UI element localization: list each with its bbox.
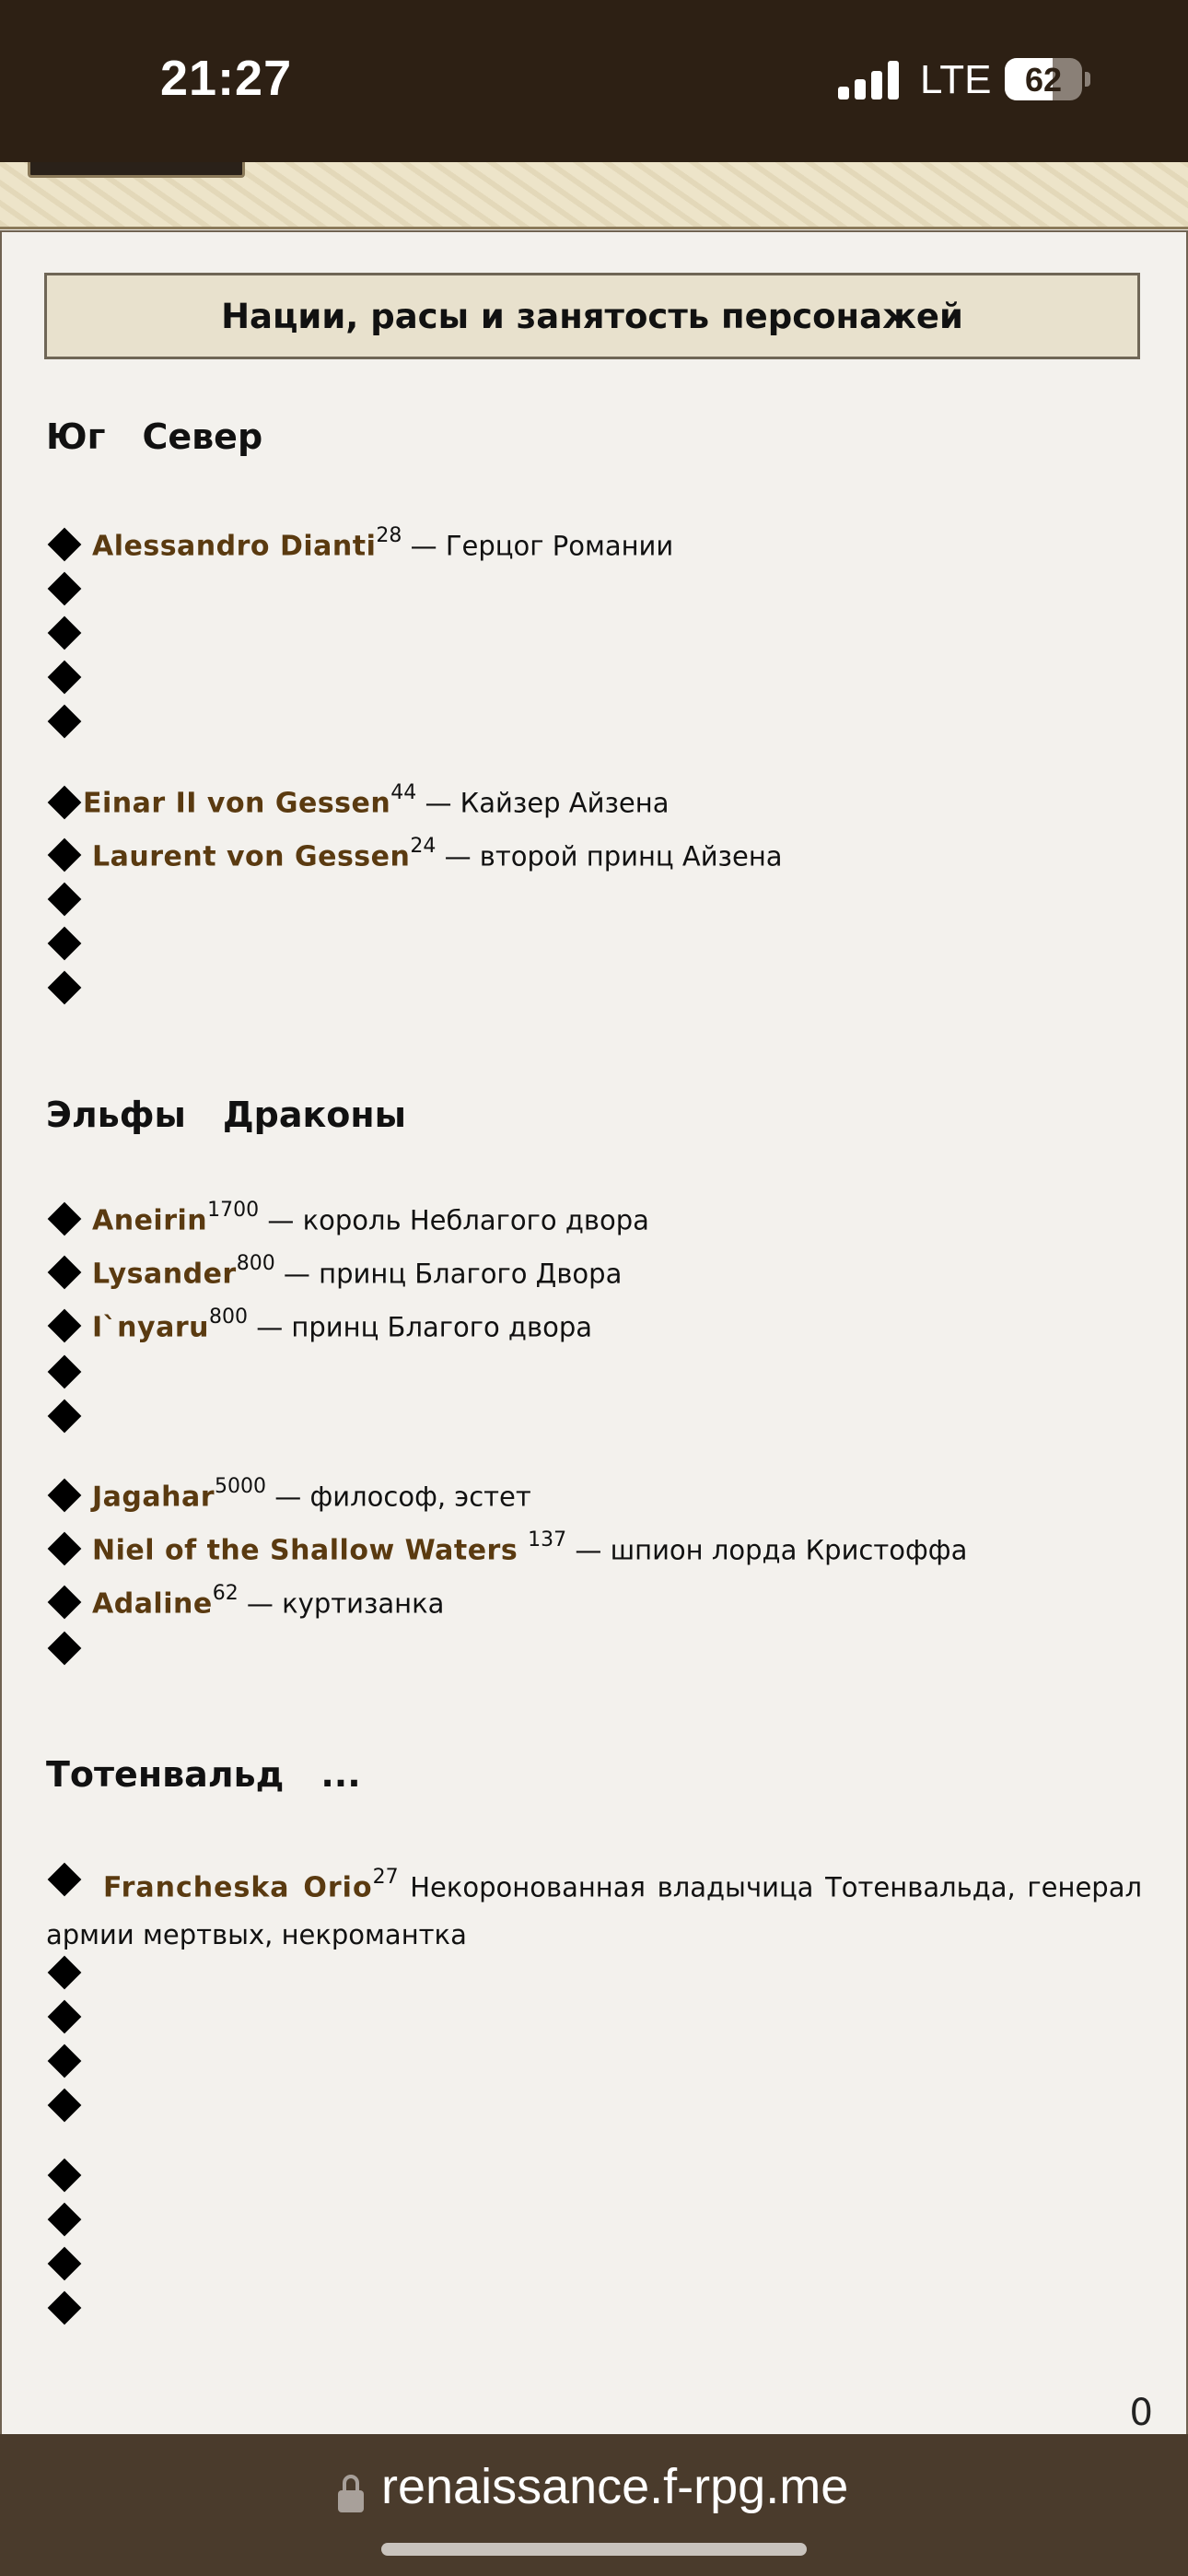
character-link[interactable]: Lysander bbox=[92, 1258, 237, 1291]
character-link[interactable]: Adaline bbox=[92, 1587, 213, 1621]
character-age: 28 bbox=[376, 524, 402, 547]
character-role: — Герцог Романии bbox=[402, 530, 674, 562]
list-item bbox=[83, 781, 670, 820]
battery-percent: 62 bbox=[1024, 61, 1063, 99]
section-heading-elves-dragons bbox=[46, 1095, 443, 1135]
character-link[interactable]: Aneirin bbox=[92, 1204, 208, 1237]
tab-south[interactable]: Юг bbox=[46, 416, 106, 457]
character-role: — шпион лорда Кристоффа bbox=[566, 1534, 968, 1566]
character-link[interactable]: Einar II von Gessen bbox=[83, 787, 391, 820]
section-heading-totenwald bbox=[46, 1754, 398, 1795]
character-age: 5000 bbox=[215, 1475, 267, 1498]
list-item bbox=[92, 835, 783, 873]
status-bar bbox=[0, 0, 1188, 162]
character-age: 800 bbox=[236, 1252, 275, 1275]
list-item bbox=[46, 1857, 1142, 1959]
character-age: 44 bbox=[390, 781, 417, 804]
list-item bbox=[92, 1582, 445, 1621]
character-link[interactable]: Alessandro Dianti bbox=[92, 530, 377, 563]
character-age: 800 bbox=[208, 1306, 248, 1329]
home-indicator[interactable] bbox=[381, 2543, 807, 2556]
character-role: — принц Благого двора bbox=[247, 1311, 592, 1343]
character-link[interactable]: Niel of the Shallow Waters bbox=[92, 1534, 529, 1567]
character-age: 1700 bbox=[207, 1199, 260, 1222]
url-text[interactable]: renaissance.f-rpg.me bbox=[381, 2459, 849, 2514]
lock-icon-body bbox=[338, 2490, 364, 2512]
list-item bbox=[92, 1475, 531, 1514]
list-item bbox=[92, 1199, 649, 1237]
list-item bbox=[92, 524, 674, 563]
character-age: 27 bbox=[372, 1866, 399, 1889]
character-link[interactable]: Francheska Orio bbox=[103, 1871, 373, 1904]
tab-dragons[interactable]: Драконы bbox=[222, 1095, 407, 1135]
section-heading-south-north bbox=[46, 416, 299, 457]
character-link[interactable]: Jagahar bbox=[92, 1481, 215, 1514]
character-role: — второй принц Айзена bbox=[436, 840, 783, 872]
battery-nub bbox=[1085, 72, 1090, 87]
character-age: 24 bbox=[410, 835, 437, 858]
character-role: — принц Благого Двора bbox=[274, 1258, 623, 1290]
character-role: Некоронованная владычица Тотенвальда, генерал армии мертвых, некромантка bbox=[46, 1871, 1143, 1950]
character-link[interactable]: I`nyaru bbox=[92, 1311, 209, 1344]
battery-icon bbox=[1005, 58, 1082, 100]
character-role: — Кайзер Айзена bbox=[416, 787, 670, 819]
character-age: 62 bbox=[212, 1582, 239, 1605]
list-item bbox=[92, 1306, 592, 1344]
header-banner-edge bbox=[28, 162, 245, 178]
tab-more[interactable]: ... bbox=[320, 1754, 361, 1795]
character-role: — философ, эстет bbox=[266, 1481, 531, 1513]
status-time: 21:27 bbox=[160, 51, 293, 106]
tab-north[interactable]: Север bbox=[142, 416, 263, 457]
post-counter: 0 bbox=[1129, 2392, 1153, 2434]
list-item bbox=[92, 1528, 968, 1567]
network-type: LTE bbox=[920, 57, 992, 102]
character-age: 137 bbox=[528, 1528, 567, 1551]
character-link[interactable]: Laurent von Gessen bbox=[92, 840, 411, 873]
signal-icon bbox=[838, 61, 901, 100]
list-item bbox=[92, 1252, 623, 1291]
page-title: Нации, расы и занятость персонажей bbox=[44, 273, 1140, 359]
character-role: — король Неблагого двора bbox=[259, 1204, 649, 1236]
character-role: — куртизанка bbox=[238, 1587, 445, 1620]
tab-totenwald[interactable]: Тотенвальд bbox=[46, 1754, 285, 1795]
tab-elves[interactable]: Эльфы bbox=[46, 1095, 186, 1135]
